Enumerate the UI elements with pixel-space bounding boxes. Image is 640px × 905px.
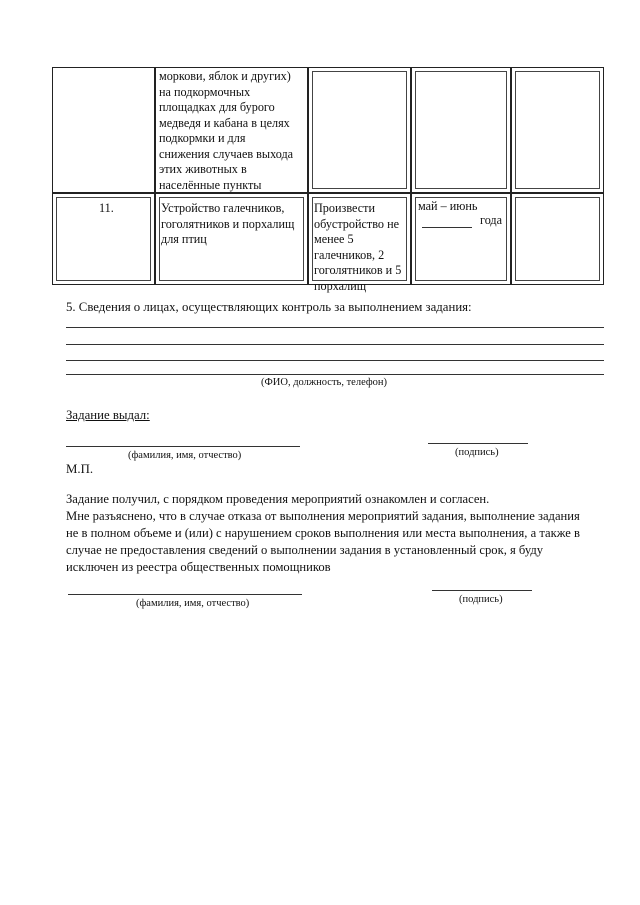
fill-line — [66, 344, 604, 345]
issued-signature-caption: (подпись) — [455, 447, 499, 458]
fill-line — [66, 360, 604, 361]
volume-text: Произвести обустройство не менее 5 галечников, 2 гоголятников и 5 порхалищ — [314, 201, 402, 293]
table-cell-extra — [511, 193, 604, 285]
section5-caption: (ФИО, должность, телефон) — [261, 377, 388, 388]
name-line — [68, 594, 302, 595]
section5-heading: 5. Сведения о лицах, осуществляющих контроль за выполнением задания: — [66, 300, 472, 314]
received-text-line: Мне разъяснено, что в случае отказа от выполнения мероприятий задания, выполнение задания — [66, 509, 580, 523]
period-year-label: года — [480, 213, 503, 227]
table-cell-volume — [308, 67, 411, 193]
fill-line — [66, 327, 604, 328]
table-cell-period — [411, 67, 511, 193]
issued-label: Задание выдал: — [66, 408, 150, 422]
activity-text: Устройство галечников, гоголятников и порхалищ для птиц — [161, 201, 295, 246]
table-cell-volume — [308, 193, 411, 293]
table-cell-number — [52, 67, 155, 193]
table-cell-period — [411, 193, 511, 285]
fill-line — [66, 374, 604, 375]
signature-line — [428, 443, 528, 444]
received-text-line: не в полном объеме и (или) с нарушением сроков выполнения или места выполнения, а также в — [66, 526, 580, 540]
stamp-label: М.П. — [66, 462, 94, 476]
name-line — [66, 446, 300, 447]
received-name-caption: (фамилия, имя, отчество) — [136, 598, 250, 609]
received-text-line: Задание получил, с порядком проведения мероприятий ознакомлен и согласен. — [66, 492, 490, 506]
table-cell-activity — [155, 193, 308, 285]
received-text-line: случае не предоставления сведений о выполнении задания в установленный срок, я буду — [66, 543, 544, 557]
year-blank-line — [422, 227, 472, 228]
signature-line — [432, 590, 532, 591]
received-signature-caption: (подпись) — [459, 594, 503, 605]
period-text: май – июнь — [418, 199, 478, 213]
activity-text: моркови, яблок и других) на подкормочных площадках для бурого медведя и кабана в целях подкормки и для снижения случаев выхода этих животных в населённые пункты — [159, 69, 294, 192]
row-number: 11. — [99, 201, 114, 215]
issued-name-caption: (фамилия, имя, отчество) — [128, 450, 242, 461]
received-text-line: исключен из реестра общественных помощников — [66, 560, 331, 574]
activities-table — [52, 67, 604, 293]
table-cell-extra — [511, 67, 604, 193]
table-cell-number — [52, 193, 155, 285]
table-cell-activity — [155, 67, 308, 193]
